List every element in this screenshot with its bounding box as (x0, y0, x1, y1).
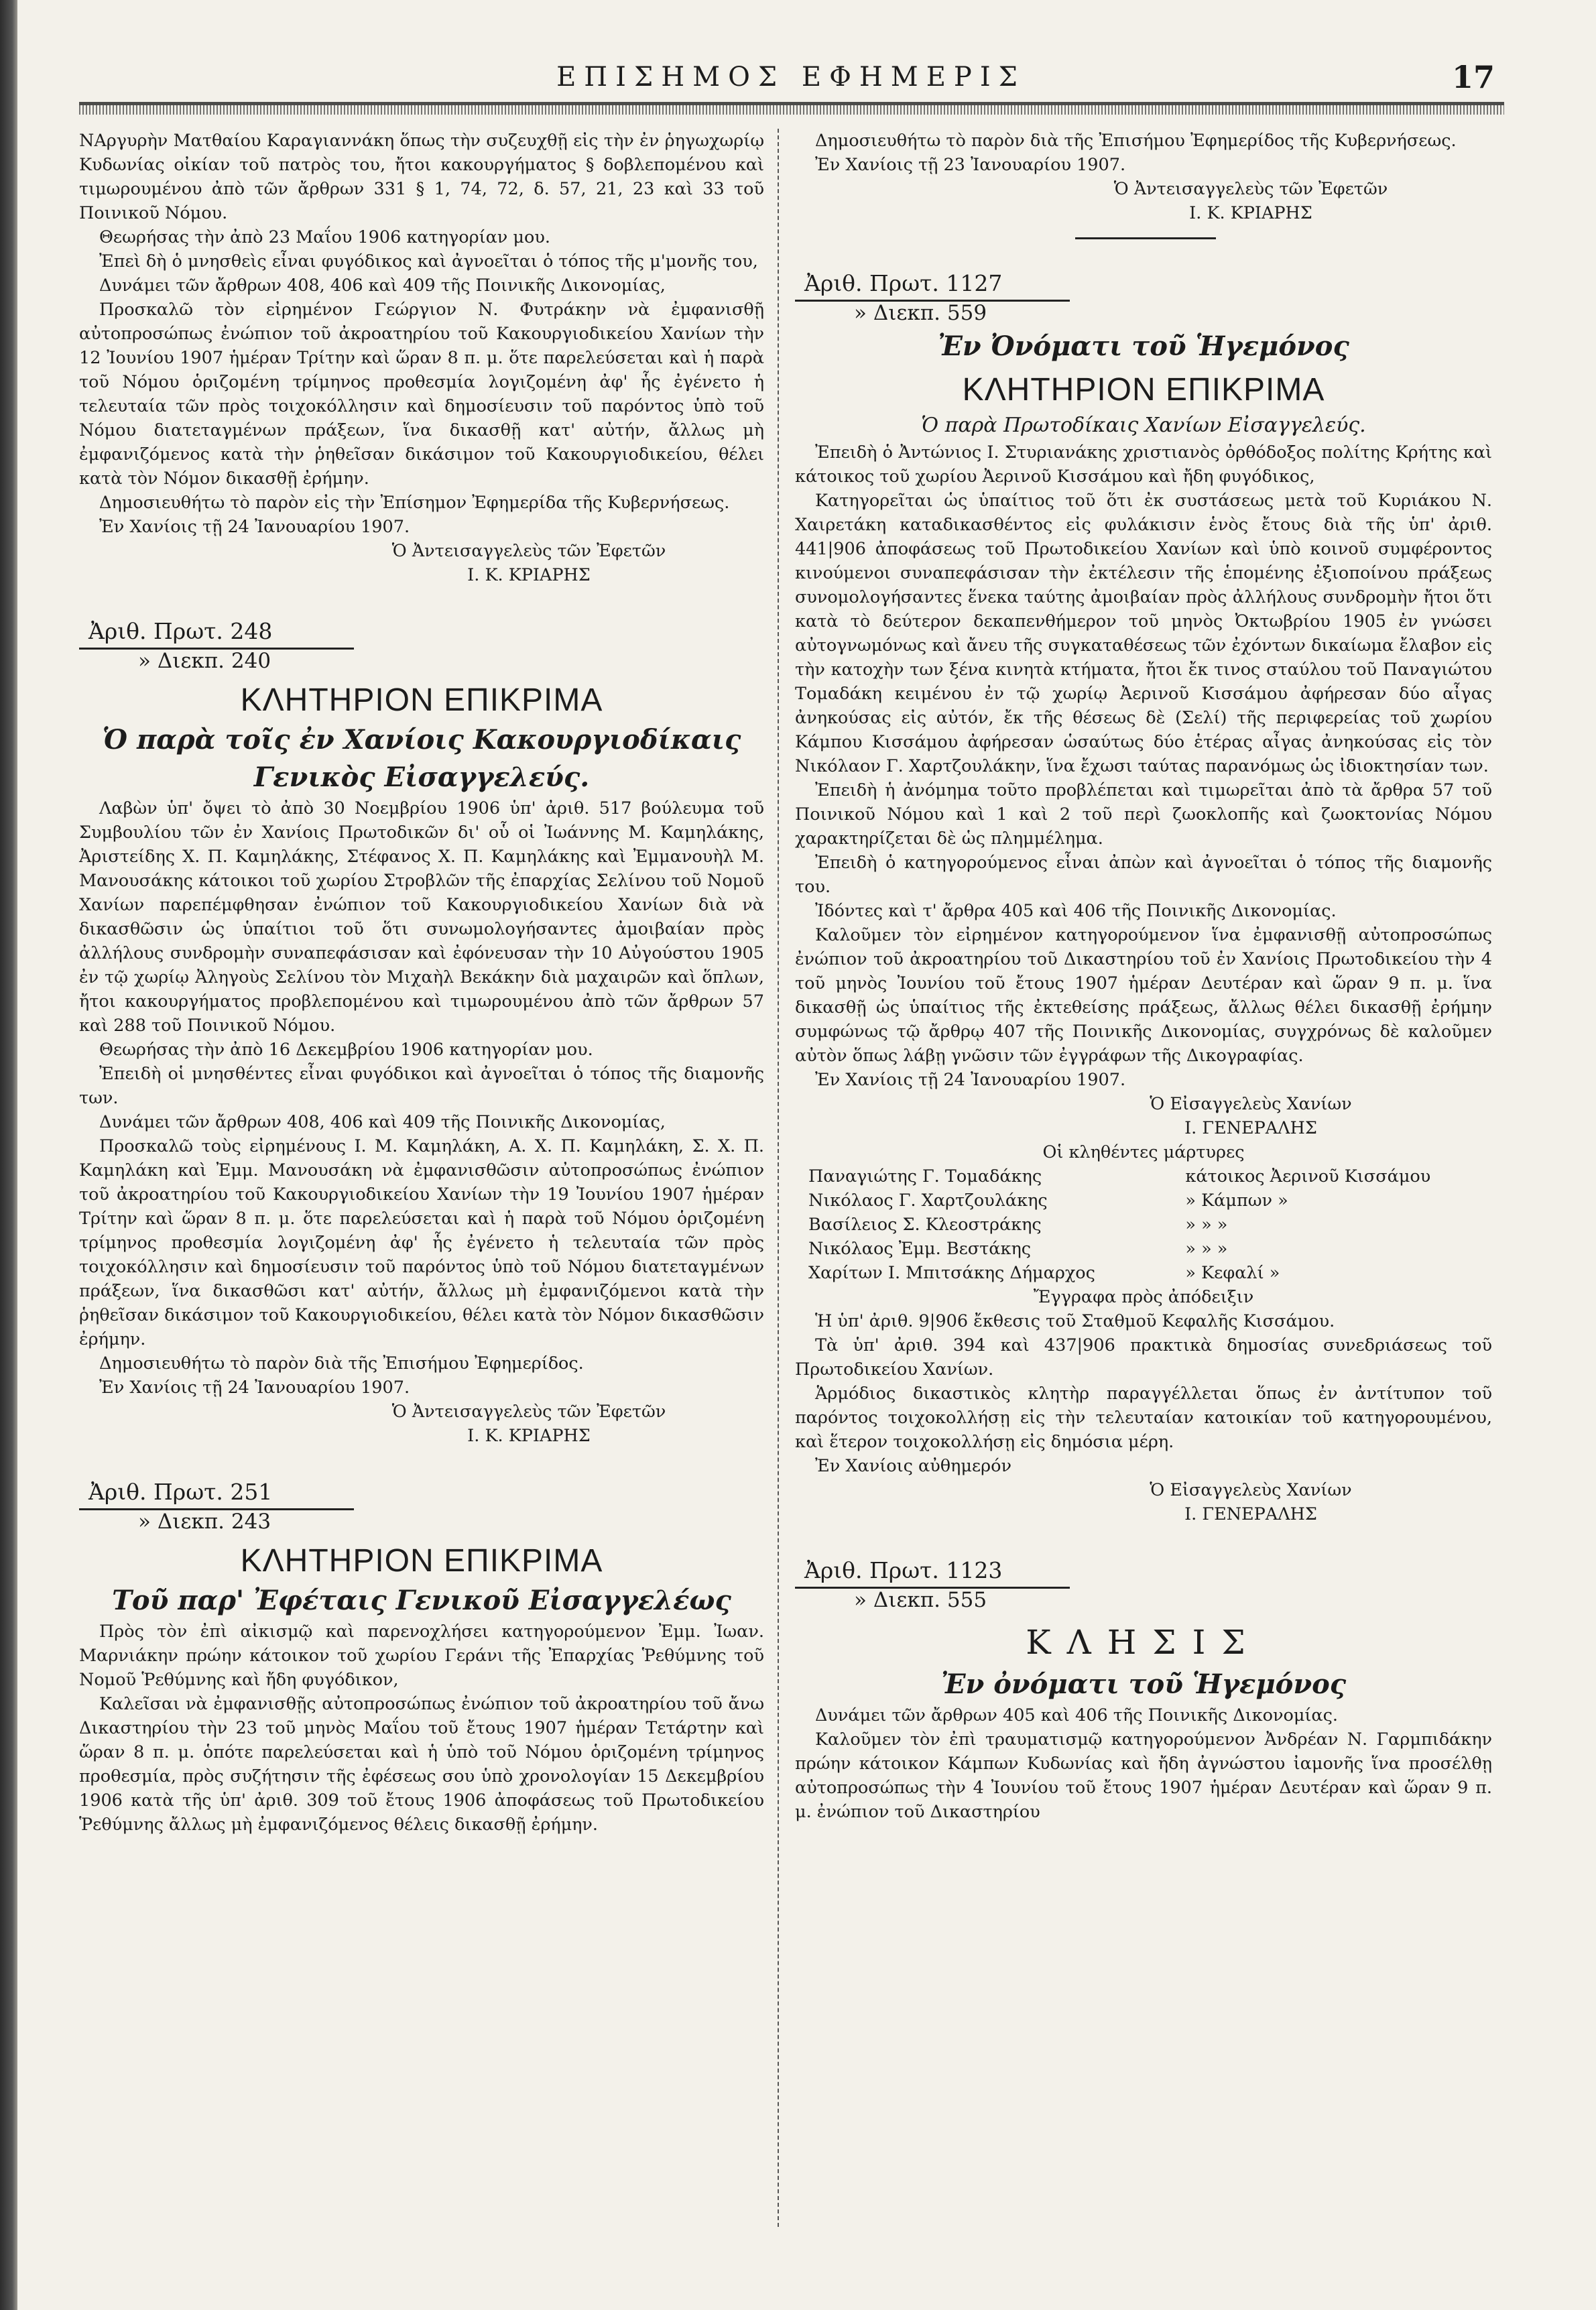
section-subtitle: Γενικὸς Εἰσαγγελεύς. (253, 762, 590, 793)
protocol-number: Ἀριθ. Πρωτ. 1127 (804, 270, 1003, 296)
paragraph: Δημοσιευθήτω τὸ παρὸν εἰς τὴν Ἐπίσημον Ἐφημερίδα τῆς Κυβερνήσεως. (99, 493, 730, 513)
signature-title: Ὁ Εἰσαγγελεὺς Χανίων (1150, 1480, 1352, 1500)
section-subtitle: Ὁ παρὰ τοῖς ἐν Χανίοις Κακουργιοδίκαις (102, 724, 741, 755)
protocol-number: Ἀριθ. Πρωτ. 248 (88, 618, 273, 644)
section-title: ΚΛΗΤΗΡΙΟΝ ΕΠΙΚΡΙΜΑ (962, 372, 1325, 408)
section-title: ΚΛΗΤΗΡΙΟΝ ΕΠΙΚΡΙΜΑ (240, 682, 603, 718)
witness-place: » » » (1185, 1239, 1228, 1259)
table-row (795, 1164, 1492, 1189)
signature-name: Ι. ΓΕΝΕΡΑΛΗΣ (1184, 1118, 1317, 1138)
paragraph: Δυνάμει τῶν ἄρθρων 408, 406 καὶ 409 τῆς Ποινικῆς Δικονομίας, (99, 1112, 666, 1132)
reference-block (79, 1477, 764, 1536)
section-subtitle: Ὁ παρὰ Πρωτοδίκαις Χανίων Εἰσαγγελεύς. (921, 414, 1366, 437)
signature-name: Ι. ΓΕΝΕΡΑΛΗΣ (1184, 1504, 1317, 1524)
paragraph: Λαβὼν ὑπ' ὄψει τὸ ἀπὸ 30 Νοεμβρίου 1906 ὑπ' ἀριθ. 517 βούλευμα τοῦ Συμβουλίου τῶν ἐν Χανίοις Πρωτοδικῶν δι' οὗ οἱ Ἰωάννης Μ. Καμηλάκης, Ἀριστείδης Χ. Π. Καμηλάκης, Στέφανος Χ. Π. Καμηλάκης καὶ Ἐμμανουὴλ Μ. Μανουσάκης κάτοικοι τοῦ χωρίου Στροβλῶν τῆς ἐπαρχίας Σελίνου τοῦ Νομοῦ Χανίων παρεπέμφθησαν ἐνώπιον τοῦ Κακουργιοδικείου Χανίων διὰ νὰ δικασθῶσιν ὡς ὑπαίτιοι τοῦ ὅτι συνωμολογήσαντες ἀμοιβαίαν πρὸς ἀλλήλους συνδρομὴν συναπεφάσισαν καὶ ἐφόνευσαν τὴν 10 Αὐγούστου 1905 ἐν τῷ χωρίῳ Ἀληγοὺς Σελίνου τὸν Μιχαὴλ Βεκάκην διὰ μαχαιρῶν καὶ ὅπλων, ἤτοι κακουργήματος προβλεπομένου καὶ τιμωρουμένου ἀπὸ τῶν ἄρθρων 57 καὶ 288 τοῦ Ποινικοῦ Νόμου. (79, 798, 764, 1036)
paragraph: Ἐν Χανίοις τῇ 24 Ἰανουαρίου 1907. (815, 1070, 1126, 1090)
dispatch-number: » Διεκπ. 559 (854, 301, 987, 325)
reference-block (79, 617, 764, 676)
signature-name: Ι. Κ. ΚΡΙΑΡΗΣ (467, 1426, 591, 1446)
paragraph: Ἰδόντες καὶ τ' ἄρθρα 405 καὶ 406 τῆς Ποινικῆς Δικονομίας. (815, 901, 1337, 921)
table-row (795, 1261, 1492, 1285)
signature-title: Ὁ Ἀντεισαγγελεὺς τῶν Ἐφετῶν (391, 1402, 666, 1422)
paragraph: Κατηγορεῖται ὡς ὑπαίτιος τοῦ ὅτι ἐκ συστάσεως μετὰ τοῦ Κυριάκου Ν. Χαιρετάκη καταδικασθέντος εἰς φυλάκισιν ἑνὸς ἔτους διὰ τῆς ὑπ' ἀριθ. 441|906 ἀποφάσεως τοῦ Πρωτοδικείου Χανίων καὶ ὑπὸ κοινοῦ συμφέροντος κινούμενοι συναπεφάσισαν τὴν ἐκτέλεσιν τῆς ἑπομένης ἐξιοποίνου πράξεως συνομολογήσαντες ἕνεκα ταύτης ἀμοιβαίαν πρὸς ἀλλήλους συνδρομὴν ἤτοι ὅτι κατὰ τὸ δεύτερον δεκαπενθήμερον τοῦ μηνὸς Ὀκτωβρίου 1905 ἐν γνώσει αὐτογνωμόνως καὶ ἄνευ τῆς συγκαταθέσεως τῶν ἐχόντων δικαίωμα ἔλαβον εἰς τὴν κατοχὴν των ξένα κινητὰ κτήματα, ἤτοι ἔκ τινος σταύλου τοῦ Παναγιώτου Τομαδάκη κειμένου ἐν τῷ χωρίῳ Ἀερινοῦ Κισσάμου ἀφήρεσαν δύο αἶγας ἀνηκούσας εἰς αὐτόν, ἔκ τῆς θέσεως δὲ (Σελί) τῆς περιφερείας τοῦ χωρίου Κάμπου Κισσάμου ἀφήρεσαν ὡσαύτως δύο ἑτέρας αἶγας ἀνηκούσας εἰς τὸν Νικόλαον Γ. Χαρτζουλάκην, ἵνα ἔχωσι ταύτας παρανόμως ὡς ἰδιοκτησίαν των. (795, 491, 1492, 776)
paragraph: Ἐν Χανίοις τῇ 24 Ἰανουαρίου 1907. (99, 517, 410, 537)
paragraph: Ἐν Χανίοις τῇ 23 Ἰανουαρίου 1907. (815, 155, 1126, 175)
dispatch-number: » Διεκπ. 243 (138, 1510, 271, 1534)
reference-block (795, 1556, 1492, 1615)
reference-rule (795, 300, 1070, 302)
paragraph: ΝΑργυρὴν Ματθαίου Καραγιαννάκη ὅπως τὴν συζευχθῇ εἰς τὴν ἐν ῥηγωχωρίῳ Κυδωνίας οἰκίαν τοῦ πατρὸς του, ἤτοι κακουργήματος § δοβλεπομένου καὶ τιμωρουμένου ἀπὸ τῶν ἄρθρων 331 § 1, 74, 72, δ. 57, 21, 23 καὶ 33 τοῦ Ποινικοῦ Νόμου. (79, 131, 764, 223)
paragraph: Ἐν Χανίοις αὐθημερόν (815, 1456, 1011, 1476)
paragraph: Τὰ ὑπ' ἀριθ. 394 καὶ 437|906 πρακτικὰ δημοσίας συνεδριάσεως τοῦ Πρωτοδικείου Χανίων. (795, 1335, 1492, 1380)
protocol-number: Ἀριθ. Πρωτ. 1123 (804, 1557, 1003, 1583)
witness-heading: Οἱ κληθέντες μάρτυρες (1042, 1142, 1245, 1162)
reference-rule (795, 1587, 1070, 1589)
witness-place: » Κεφαλί » (1185, 1263, 1280, 1283)
witness-place: κάτοικος Ἀερινοῦ Κισσάμου (1185, 1166, 1431, 1187)
witness-name: Νικόλαος Γ. Χαρτζουλάκης (808, 1191, 1048, 1211)
witness-name: Χαρίτων Ι. Μπιτσάκης Δήμαρχος (808, 1263, 1095, 1283)
column-divider (778, 129, 779, 2227)
paragraph: Πρὸς τὸν ἐπὶ αἰκισμῷ καὶ παρενοχλήσει κατηγορούμενον Ἐμμ. Ἰωαν. Μαρνιάκην πρώην κάτοικον τοῦ χωρίου Γεράνι τῆς Ἐπαρχίας Ῥεθύμνης τοῦ Νομοῦ Ῥεθύμνης καὶ ἤδη φυγόδικον, (79, 1622, 764, 1690)
signature-name: Ι. Κ. ΚΡΙΑΡΗΣ (467, 565, 591, 585)
paragraph: Δυνάμει τῶν ἄρθρων 405 καὶ 406 τῆς Ποινικῆς Δικονομίας. (815, 1705, 1339, 1725)
newspaper-title: ΕΠΙΣΗΜΟΣ ΕΦΗΜΕΡΙΣ (556, 62, 1026, 93)
paragraph: Καλεῖσαι νὰ ἐμφανισθῇς αὐτοπροσώπως ἐνώπιον τοῦ ἀκροατηρίου τοῦ ἄνω Δικαστηρίου τὴν 23 τοῦ μηνὸς Μαΐου τοῦ ἔτους 1907 ἡμέραν Τετάρτην καὶ ὥραν 8 π. μ. ὁπότε παρελεύσεται καὶ ἡ ὑπὸ τοῦ Νόμου ὁριζομένη τρίμηνος προθεσμία, πρὸς συζήτησιν τῆς ἐφέσεως σου ὑπὸ χρονολογίαν 15 Δεκεμβρίου 1906 κατὰ τῆς ὑπ' ἀριθ. 309 τοῦ ἔτους 1906 ἀποφάσεως τοῦ Πρωτοδικείου Ῥεθύμνης ἄλλως μὴ ἐμφανιζόμενος θέλεις δικασθῇ ἐρήμην. (79, 1694, 764, 1835)
section-title: ΚΛΗΤΗΡΙΟΝ ΕΠΙΚΡΙΜΑ (240, 1543, 603, 1579)
paragraph: Δημοσιευθήτω τὸ παρὸν διὰ τῆς Ἐπισήμου Ἐφημερίδος. (99, 1353, 584, 1374)
paragraph: Ἐπειδὴ οἱ μνησθέντες εἶναι φυγόδικοι καὶ ἀγνοεῖται ὁ τόπος τῆς διαμονῆς των. (79, 1064, 764, 1108)
table-row (795, 1237, 1492, 1261)
paragraph: Ἡ ὑπ' ἀριθ. 9|906 ἔκθεσις τοῦ Σταθμοῦ Κεφαλῆς Κισσάμου. (815, 1311, 1335, 1331)
paragraph: Δημοσιευθήτω τὸ παρὸν διὰ τῆς Ἐπισήμου Ἐφημερίδος τῆς Κυβερνήσεως. (815, 131, 1457, 151)
paragraph: Θεωρήσας τὴν ἀπὸ 16 Δεκεμβρίου 1906 κατηγορίαν μου. (99, 1040, 593, 1060)
left-column (79, 129, 764, 1837)
dispatch-number: » Διεκπ. 240 (138, 649, 271, 673)
paragraph: Ἐπεὶ δὴ ὁ μνησθεὶς εἶναι φυγόδικος καὶ ἀγνοεῖται ὁ τόπος τῆς μ'μονῆς του, (99, 251, 758, 271)
table-row (795, 1189, 1492, 1213)
protocol-number: Ἀριθ. Πρωτ. 251 (88, 1479, 273, 1505)
paragraph: Ἐπειδὴ ἡ ἀνόμημα τοῦτο προβλέπεται καὶ τιμωρεῖται ἀπὸ τὰ ἄρθρα 57 τοῦ Ποινικοῦ Νόμου καὶ 1 καὶ 2 τοῦ περὶ ζωοκλοπῆς καὶ ζωοκτονίας Νόμου χαρακτηρίζεται δὲ ὡς πλημμέλημα. (795, 780, 1492, 849)
section-subtitle: Ἐν ὀνόματι τοῦ Ἡγεμόνος (940, 1668, 1347, 1700)
table-row (795, 1213, 1492, 1237)
separator-rule (1075, 237, 1216, 239)
reference-block (795, 269, 1492, 328)
paragraph: Προσκαλῶ τὸν εἰρημένον Γεώργιον Ν. Φυτράκην νὰ ἐμφανισθῇ αὐτοπροσώπως ἐνώπιον τοῦ ἀκροατηρίου τοῦ Κακουργιοδικείου Χανίων τὴν 12 Ἰουνίου 1907 ἡμέραν Τρίτην καὶ ὥραν 8 π. μ. ὅτε παρελεύσεται καὶ ἡ παρὰ τοῦ Νόμου ὁριζομένη τρίμηνος προθεσμία λογιζομένη ἀφ' ἧς ἐγένετο ἡ τελευταία τῶν πρὸς τοιχοκόλλησιν καὶ δημοσίευσιν τοῦ παρόντος ὑπὸ τοῦ Νόμου διατεταγμένων πράξεων, ἵνα δικασθῇ κατ' αὐτήν, ἄλλως μὴ ἐμφανιζόμενος κατὰ τὴν ῥηθεῖσαν δικάσιμον τοῦ Κακουργιοδικείου, θέλει κατὰ τὸν Νόμον δικασθῇ ἐρήμην. (79, 300, 764, 489)
signature-name: Ι. Κ. ΚΡΙΑΡΗΣ (1189, 203, 1312, 223)
signature-title: Ὁ Ἀντεισαγγελεὺς τῶν Ἐφετῶν (391, 541, 666, 561)
reference-rule (79, 1508, 354, 1510)
section-subtitle: Ἐν Ὀνόματι τοῦ Ἡγεμόνος (938, 330, 1349, 362)
witness-name: Παναγιώτης Γ. Τομαδάκης (808, 1166, 1042, 1187)
paragraph: Ἐπειδὴ ὁ Ἀντώνιος Ι. Στυριανάκης χριστιανὸς ὀρθόδοξος πολίτης Κρήτης καὶ κάτοικος τοῦ χωρίου Ἀερινοῦ Κισσάμου καὶ ἤδη φυγόδικος, (795, 442, 1492, 487)
documents-heading: Ἔγγραφα πρὸς ἀπόδειξιν (1033, 1287, 1254, 1307)
witness-name: Νικόλαος Ἐμμ. Βεστάκης (808, 1239, 1032, 1259)
section-title: ΚΛΗΣΙΣ (1026, 1623, 1262, 1662)
dispatch-number: » Διεκπ. 555 (854, 1588, 987, 1612)
paragraph: Ἐπειδὴ ὁ κατηγορούμενος εἶναι ἀπὼν καὶ ἀγνοεῖται ὁ τόπος τῆς διαμονῆς του. (795, 853, 1492, 897)
paragraph: Ἐν Χανίοις τῇ 24 Ἰανουαρίου 1907. (99, 1378, 410, 1398)
witness-table (795, 1164, 1492, 1285)
witness-place: » Κάμπων » (1185, 1191, 1288, 1211)
paragraph: Θεωρήσας τὴν ἀπὸ 23 Μαΐου 1906 κατηγορίαν μου. (99, 227, 550, 247)
paragraph: Καλοῦμεν τὸν εἰρημένον κατηγορούμενον ἵνα ἐμφανισθῇ αὐτοπροσώπως ἐνώπιον τοῦ ἀκροατηρίου τοῦ Δικαστηρίου τοῦ ἐν Χανίοις Πρωτοδικείου τὴν 4 τοῦ μηνὸς Ἰουνίου τοῦ ἔτους 1907 ἡμέραν Δευτέραν καὶ ὥραν 9 π. μ. ἵνα δικασθῇ ὡς ὑπαίτιος τῆς ἐκτεθείσης πράξεως, ἄλλως θέλει δικασθῇ ἐρήμην συμφώνως τῷ ἄρθρῳ 407 τῆς Ποινικῆς Δικονομίας, συγχρόνως δὲ καλοῦμεν αὐτὸν ὅπως λάβῃ γνῶσιν τῶν ἐγγράφων τῆς Δικογραφίας. (795, 925, 1492, 1066)
binding-edge (0, 0, 17, 2310)
witness-place: » » » (1185, 1215, 1228, 1235)
reference-rule (79, 648, 354, 650)
signature-title: Ὁ Εἰσαγγελεὺς Χανίων (1150, 1094, 1352, 1114)
page-header (80, 59, 1501, 99)
header-rule (79, 102, 1504, 115)
paragraph: Προσκαλῶ τοὺς εἰρημένους Ι. Μ. Καμηλάκη, Α. Χ. Π. Καμηλάκη, Σ. Χ. Π. Καμηλάκη καὶ Ἐμμ. Μανουσάκη νὰ ἐμφανισθῶσιν αὐτοπροσώπως ἐνώπιον τοῦ ἀκροατηρίου τοῦ Κακουργιοδικείου Χανίων τὴν 19 Ἰουνίου 1907 ἡμέραν Τρίτην καὶ ὥραν 8 π. μ. ὅτε παρελεύσεται καὶ ἡ παρὰ τοῦ Νόμου ὁριζομένη τρίμηνος προθεσμία λογιζομένη ἀφ' ἧς ἐγένετο ἡ τελευταία τῶν πρὸς τοιχοκόλλησιν καὶ δημοσίευσιν τοῦ παρόντος ὑπὸ τοῦ Νόμου διατεταγμένων πράξεων, ἵνα δικασθῶσι κατ' αὐτήν, ἄλλως μὴ ἐμφανιζόμενοι κατὰ τὴν ῥηθεῖσαν δικάσιμον τοῦ Κακουργιοδικείου, θέλει κατὰ τὸν Νόμον δικασθῶσιν ἐρήμην. (79, 1136, 764, 1349)
page-number: 17 (1451, 59, 1495, 95)
paragraph: Καλοῦμεν τὸν ἐπὶ τραυματισμῷ κατηγορούμενον Ἀνδρέαν Ν. Γαρμπιδάκην πρώην κάτοικον Κάμπων Κυδωνίας καὶ ἤδη ἀγνώστου ἰαμονῆς ἵνα προσέλθῃ αὐτοπροσώπως τὴν 4 Ἰουνίου τοῦ ἔτους 1907 ἡμέραν Δευτέραν καὶ ὥραν 9 π. μ. ἐνώπιον τοῦ Δικαστηρίου (795, 1729, 1492, 1822)
right-column (795, 129, 1492, 1824)
witness-name: Βασίλειος Σ. Κλεοστράκης (808, 1215, 1042, 1235)
paragraph: Ἁρμόδιος δικαστικὸς κλητὴρ παραγγέλλεται ὅπως ἐν ἀντίτυπον τοῦ παρόντος τοιχοκολλήσῃ εἰς τὴν τελευταίαν κατοικίαν τοῦ κατηγορουμένου, καὶ ἕτερον τοιχοκολλήσῃ εἰς δημόσια μέρη. (795, 1384, 1492, 1452)
paragraph: Δυνάμει τῶν ἄρθρων 408, 406 καὶ 409 τῆς Ποινικῆς Δικονομίας, (99, 276, 666, 296)
section-subtitle: Τοῦ παρ' Ἐφέταις Γενικοῦ Εἰσαγγελέως (112, 1585, 731, 1616)
signature-title: Ὁ Ἀντεισαγγελεὺς τῶν Ἐφετῶν (1113, 179, 1388, 199)
